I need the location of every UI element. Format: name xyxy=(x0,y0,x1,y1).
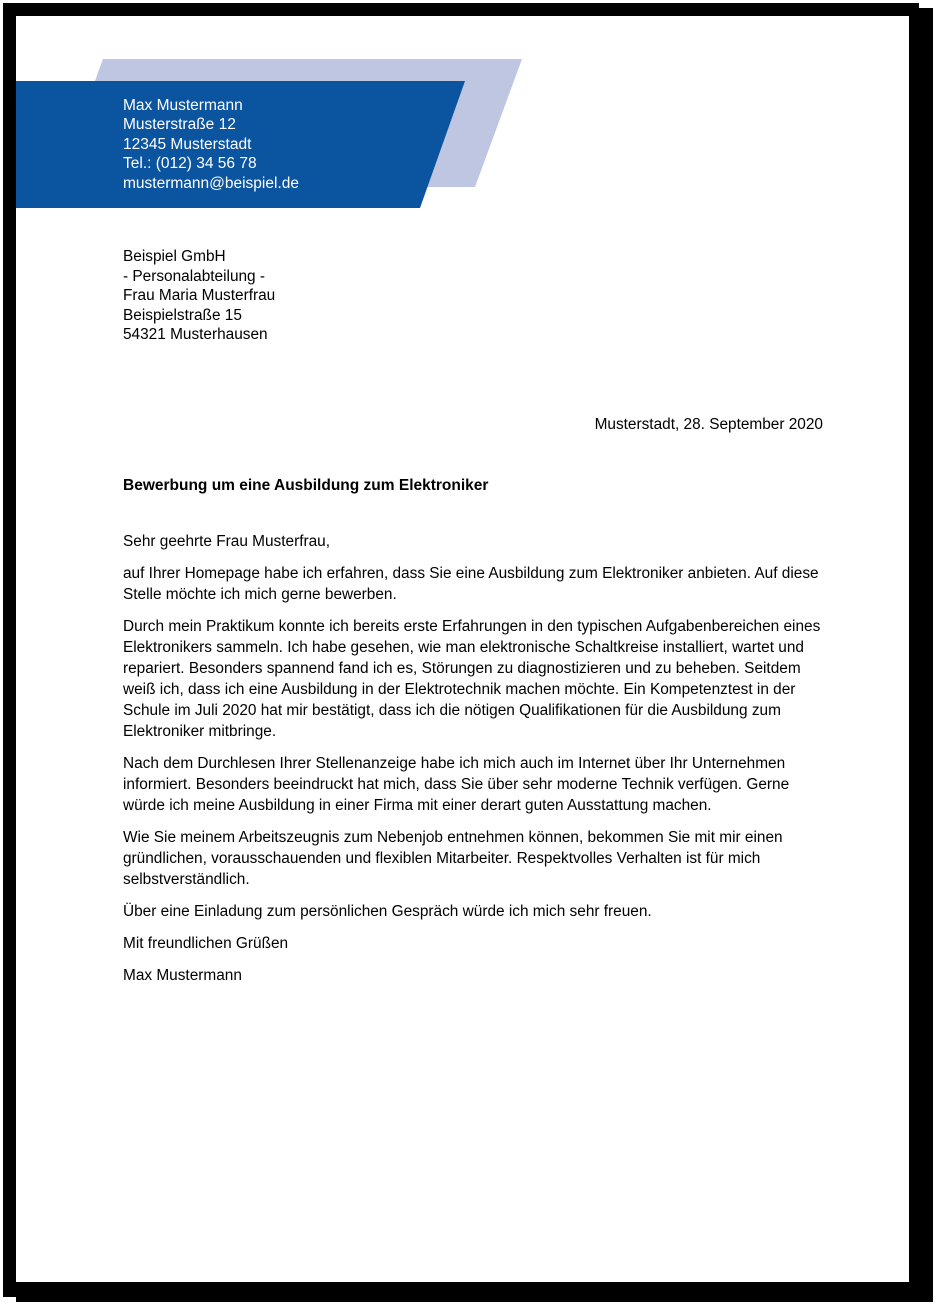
subject-line: Bewerbung um eine Ausbildung zum Elektroniker xyxy=(123,477,489,494)
body-paragraph-5: Über eine Einladung zum persönlichen Gespräch würde ich mich sehr freuen. xyxy=(123,903,652,920)
sender-line-street: Musterstraße 12 xyxy=(123,116,236,134)
sender-line-name: Max Mustermann xyxy=(123,97,243,114)
sender-address-block xyxy=(123,96,299,193)
recipient-line-city: 54321 Musterhausen xyxy=(123,326,268,343)
recipient-line-contact: Frau Maria Musterfrau xyxy=(123,287,276,304)
sender-line-phone: Tel.: (012) 34 56 78 xyxy=(123,155,257,173)
sender-line-city: 12345 Musterstadt xyxy=(123,135,252,153)
date-line: Musterstadt, 28. September 2020 xyxy=(594,416,823,433)
closing-line: Mit freundlichen Grüßen xyxy=(123,935,289,952)
recipient-line-street: Beispielstraße 15 xyxy=(123,306,242,324)
body-paragraph-3: Nach dem Durchlesen Ihrer Stellenanzeige habe ich mich auch im Internet über Ihr Unternehmen informiert. Besonders beeindruckt hat mich, dass Sie über sehr moderne Technik verfügen. Gerne würde ich meine Ausbildung in einer Firma mit einer derart guten Ausstattung machen. xyxy=(123,755,790,814)
letter-page xyxy=(16,16,909,1282)
sender-line-email: mustermann@beispiel.de xyxy=(123,174,299,192)
recipient-line-company: Beispiel GmbH xyxy=(123,248,226,265)
letter-body xyxy=(123,531,826,997)
signature-name: Max Mustermann xyxy=(123,967,242,984)
recipient-address-block xyxy=(123,247,275,345)
recipient-line-department: - Personalabteilung - xyxy=(123,267,266,285)
body-paragraph-1: auf Ihrer Homepage habe ich erfahren, dass Sie eine Ausbildung zum Elektroniker anbieten. Auf diese Stelle möchte ich mich gerne bewerben. xyxy=(123,565,819,603)
body-paragraph-4: Wie Sie meinem Arbeitszeugnis zum Nebenjob entnehmen können, bekommen Sie mit mir einen gründlichen, vorausschauenden und flexiblen Mitarbeiter. Respektvolles Verhalten ist für mich selbstverständlich. xyxy=(123,829,783,888)
body-paragraph-2: Durch mein Praktikum konnte ich bereits erste Erfahrungen in den typischen Aufgabenbereichen eines Elektronikers sammeln. Ich habe gesehen, wie man elektronische Schaltkreise installiert, wartet und repariert. Besonders spannend fand ich es, Störungen zu diagnostizieren und zu beheben. Seitdem weiß ich, dass ich eine Ausbildung in der Elektrotechnik machen möchte. Ein Kompetenztest in der Schule im Juli 2020 hat mir bestätigt, dass ich die nötigen Qualifikationen für die Ausbildung zum Elektroniker mitbringe. xyxy=(123,618,821,740)
salutation: Sehr geehrte Frau Musterfrau, xyxy=(123,533,331,550)
